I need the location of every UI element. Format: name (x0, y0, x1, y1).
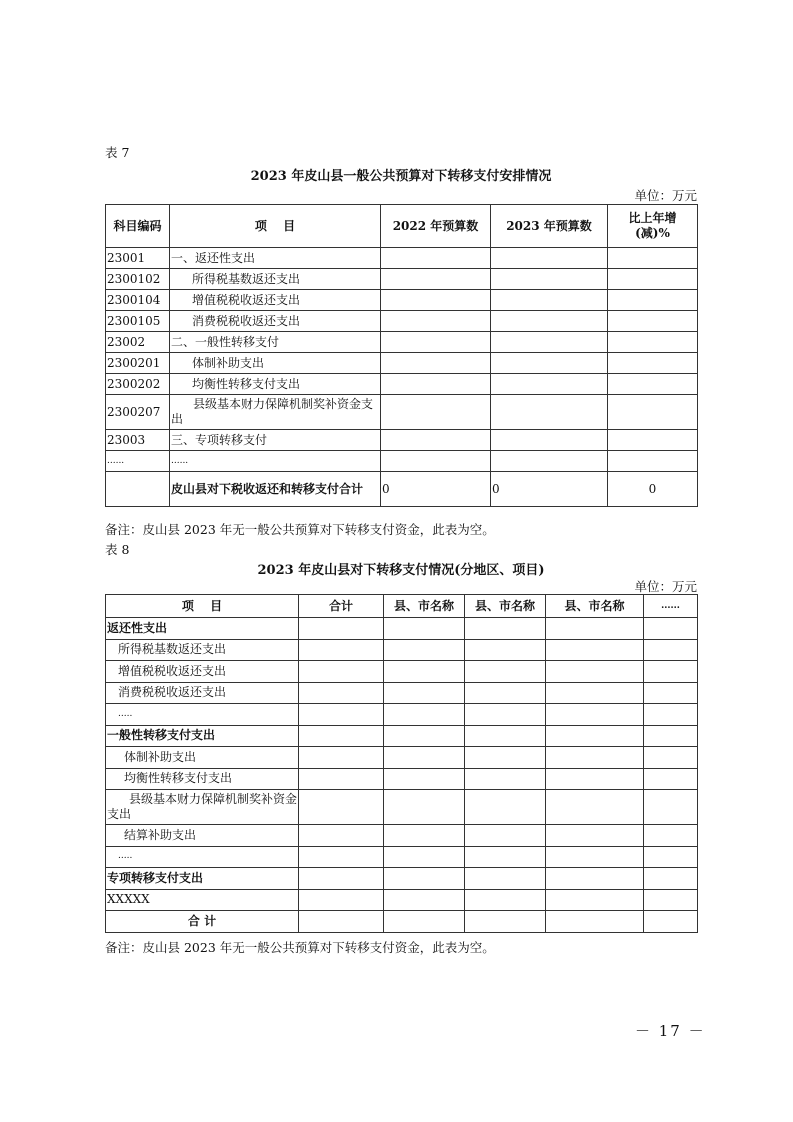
row-change (608, 430, 698, 451)
cell (546, 825, 644, 847)
total-change: 0 (608, 472, 698, 507)
cell (465, 682, 546, 704)
cell (644, 661, 698, 683)
row-code: ...... (106, 451, 170, 472)
cell (384, 618, 465, 640)
table-row (106, 747, 698, 769)
cell (644, 768, 698, 790)
row-2022 (381, 332, 491, 353)
cell (299, 661, 384, 683)
table-row (106, 704, 698, 726)
cell (299, 725, 384, 747)
cell (465, 618, 546, 640)
row-2023 (491, 290, 608, 311)
cell (299, 846, 384, 868)
table-row (106, 639, 698, 661)
cell (299, 825, 384, 847)
cell (546, 725, 644, 747)
cell (384, 868, 465, 890)
cell (546, 868, 644, 890)
cell (465, 868, 546, 890)
row-code: 2300104 (106, 290, 170, 311)
row-change (608, 311, 698, 332)
cell (644, 889, 698, 911)
table-row (106, 430, 698, 451)
row-2023 (491, 430, 608, 451)
row-item: 结算补助支出 (106, 825, 299, 847)
cell (546, 768, 644, 790)
cell (384, 825, 465, 847)
row-item: 均衡性转移支付支出 (170, 374, 381, 395)
row-code: 23002 (106, 332, 170, 353)
cell (384, 725, 465, 747)
cell (299, 639, 384, 661)
row-change (608, 451, 698, 472)
cell (299, 911, 384, 933)
row-item: 所得税基数返还支出 (170, 269, 381, 290)
cell (299, 618, 384, 640)
cell (644, 790, 698, 825)
cell (644, 825, 698, 847)
row-item: 体制补助支出 (170, 353, 381, 374)
row-code: 2300201 (106, 353, 170, 374)
header-code: 科目编码 (106, 205, 170, 248)
table-row (106, 725, 698, 747)
row-2022 (381, 290, 491, 311)
table7-title: 2023 年皮山县一般公共预算对下转移支付安排情况 (250, 169, 552, 184)
row-item: 均衡性转移支付支出 (106, 768, 299, 790)
row-2022 (381, 395, 491, 430)
row-2023 (491, 248, 608, 269)
cell (465, 661, 546, 683)
cell (299, 768, 384, 790)
cell (546, 747, 644, 769)
cell (384, 911, 465, 933)
cell (465, 911, 546, 933)
row-code: 2300207 (106, 395, 170, 430)
row-2022 (381, 311, 491, 332)
cell (384, 639, 465, 661)
table-row (106, 395, 698, 430)
table-row (106, 374, 698, 395)
row-code: 2300105 (106, 311, 170, 332)
row-item: ..... (106, 846, 299, 868)
table8-label: 表 8 (105, 542, 130, 557)
total-label: 合 计 (106, 911, 299, 933)
table-row (106, 618, 698, 640)
row-2022 (381, 353, 491, 374)
row-change (608, 248, 698, 269)
row-2023 (491, 374, 608, 395)
row-2023 (491, 353, 608, 374)
row-item: 增值税税收返还支出 (170, 290, 381, 311)
row-2023 (491, 395, 608, 430)
row-2022 (381, 248, 491, 269)
cell (644, 747, 698, 769)
cell (546, 639, 644, 661)
table8-unit: 单位：万元 (634, 579, 697, 594)
row-item: 体制补助支出 (106, 747, 299, 769)
cell (546, 682, 644, 704)
table7-unit: 单位：万元 (634, 188, 697, 203)
row-item: 专项转移支付支出 (106, 868, 299, 890)
cell (644, 704, 698, 726)
row-2023 (491, 332, 608, 353)
cell (384, 682, 465, 704)
table-row (106, 248, 698, 269)
table-row (106, 353, 698, 374)
header-county-1: 县、市名称 (384, 595, 465, 618)
header-county-2: 县、市名称 (465, 595, 546, 618)
table-row (106, 269, 698, 290)
cell (465, 825, 546, 847)
cell (465, 768, 546, 790)
row-2022 (381, 451, 491, 472)
cell (465, 747, 546, 769)
table-row (106, 868, 698, 890)
cell (546, 889, 644, 911)
cell (384, 704, 465, 726)
total-item: 皮山县对下税收返还和转移支付合计 (170, 472, 381, 507)
cell (546, 911, 644, 933)
row-2022 (381, 269, 491, 290)
cell (384, 889, 465, 911)
cell (465, 725, 546, 747)
cell (299, 868, 384, 890)
row-change (608, 353, 698, 374)
cell (644, 725, 698, 747)
table-row (106, 451, 698, 472)
row-2022 (381, 430, 491, 451)
row-2023 (491, 311, 608, 332)
header-item: 项 目 (170, 205, 381, 248)
row-change (608, 269, 698, 290)
cell (546, 704, 644, 726)
table7-note: 备注：皮山县 2023 年无一般公共预算对下转移支付资金，此表为空。 (105, 522, 495, 537)
table-row (106, 889, 698, 911)
row-2022 (381, 374, 491, 395)
table-row (106, 290, 698, 311)
cell (546, 618, 644, 640)
row-change (608, 332, 698, 353)
row-change (608, 290, 698, 311)
cell (546, 846, 644, 868)
row-item: 返还性支出 (106, 618, 299, 640)
row-item: 三、专项转移支付 (170, 430, 381, 451)
table7 (105, 204, 698, 507)
cell (384, 768, 465, 790)
row-item: ..... (106, 704, 299, 726)
header-2023: 2023 年预算数 (491, 205, 608, 248)
header-2022: 2022 年预算数 (381, 205, 491, 248)
table-row (106, 768, 698, 790)
cell (644, 868, 698, 890)
cell (384, 747, 465, 769)
table7-header-row (106, 205, 698, 248)
header-county-3: 县、市名称 (546, 595, 644, 618)
cell (465, 846, 546, 868)
table-row (106, 332, 698, 353)
header-more: ...... (644, 595, 698, 618)
row-item: 县级基本财力保障机制奖补资金支出 (170, 395, 381, 430)
cell (644, 618, 698, 640)
row-code: 23001 (106, 248, 170, 269)
table-row (106, 790, 698, 825)
table7-label: 表 7 (105, 145, 130, 160)
total-code (106, 472, 170, 507)
cell (299, 889, 384, 911)
row-item: 县级基本财力保障机制奖补资金支出 (106, 790, 299, 825)
page-number: － 17 － (635, 1022, 706, 1040)
row-code: 2300102 (106, 269, 170, 290)
row-item: 一、返还性支出 (170, 248, 381, 269)
table8-total-row (106, 911, 698, 933)
row-item: 增值税税收返还支出 (106, 661, 299, 683)
cell (465, 790, 546, 825)
row-item: ...... (170, 451, 381, 472)
table8-note: 备注：皮山县 2023 年无一般公共预算对下转移支付资金，此表为空。 (105, 940, 495, 955)
table-row (106, 311, 698, 332)
table-row (106, 682, 698, 704)
cell (384, 846, 465, 868)
cell (465, 704, 546, 726)
table7-total-row (106, 472, 698, 507)
cell (299, 682, 384, 704)
table8-header-row (106, 595, 698, 618)
header-change: 比上年增(减)% (608, 205, 698, 248)
cell (546, 661, 644, 683)
cell (644, 911, 698, 933)
header-total: 合计 (299, 595, 384, 618)
cell (384, 661, 465, 683)
table-row (106, 661, 698, 683)
row-code: 2300202 (106, 374, 170, 395)
row-code: 23003 (106, 430, 170, 451)
row-item: XXXXX (106, 889, 299, 911)
header-item: 项 目 (106, 595, 299, 618)
cell (644, 639, 698, 661)
row-item: 一般性转移支付支出 (106, 725, 299, 747)
cell (465, 889, 546, 911)
row-change (608, 395, 698, 430)
total-2022: 0 (381, 472, 491, 507)
row-2023 (491, 451, 608, 472)
table-row (106, 825, 698, 847)
total-2023: 0 (491, 472, 608, 507)
row-item: 二、一般性转移支付 (170, 332, 381, 353)
row-item: 所得税基数返还支出 (106, 639, 299, 661)
table8 (105, 594, 698, 933)
cell (299, 790, 384, 825)
cell (299, 747, 384, 769)
cell (465, 639, 546, 661)
cell (299, 704, 384, 726)
cell (644, 682, 698, 704)
row-item: 消费税税收返还支出 (106, 682, 299, 704)
row-2023 (491, 269, 608, 290)
cell (644, 846, 698, 868)
cell (546, 790, 644, 825)
row-item: 消费税税收返还支出 (170, 311, 381, 332)
cell (384, 790, 465, 825)
table-row (106, 846, 698, 868)
table8-title: 2023 年皮山县对下转移支付情况(分地区、项目) (257, 563, 545, 578)
row-change (608, 374, 698, 395)
